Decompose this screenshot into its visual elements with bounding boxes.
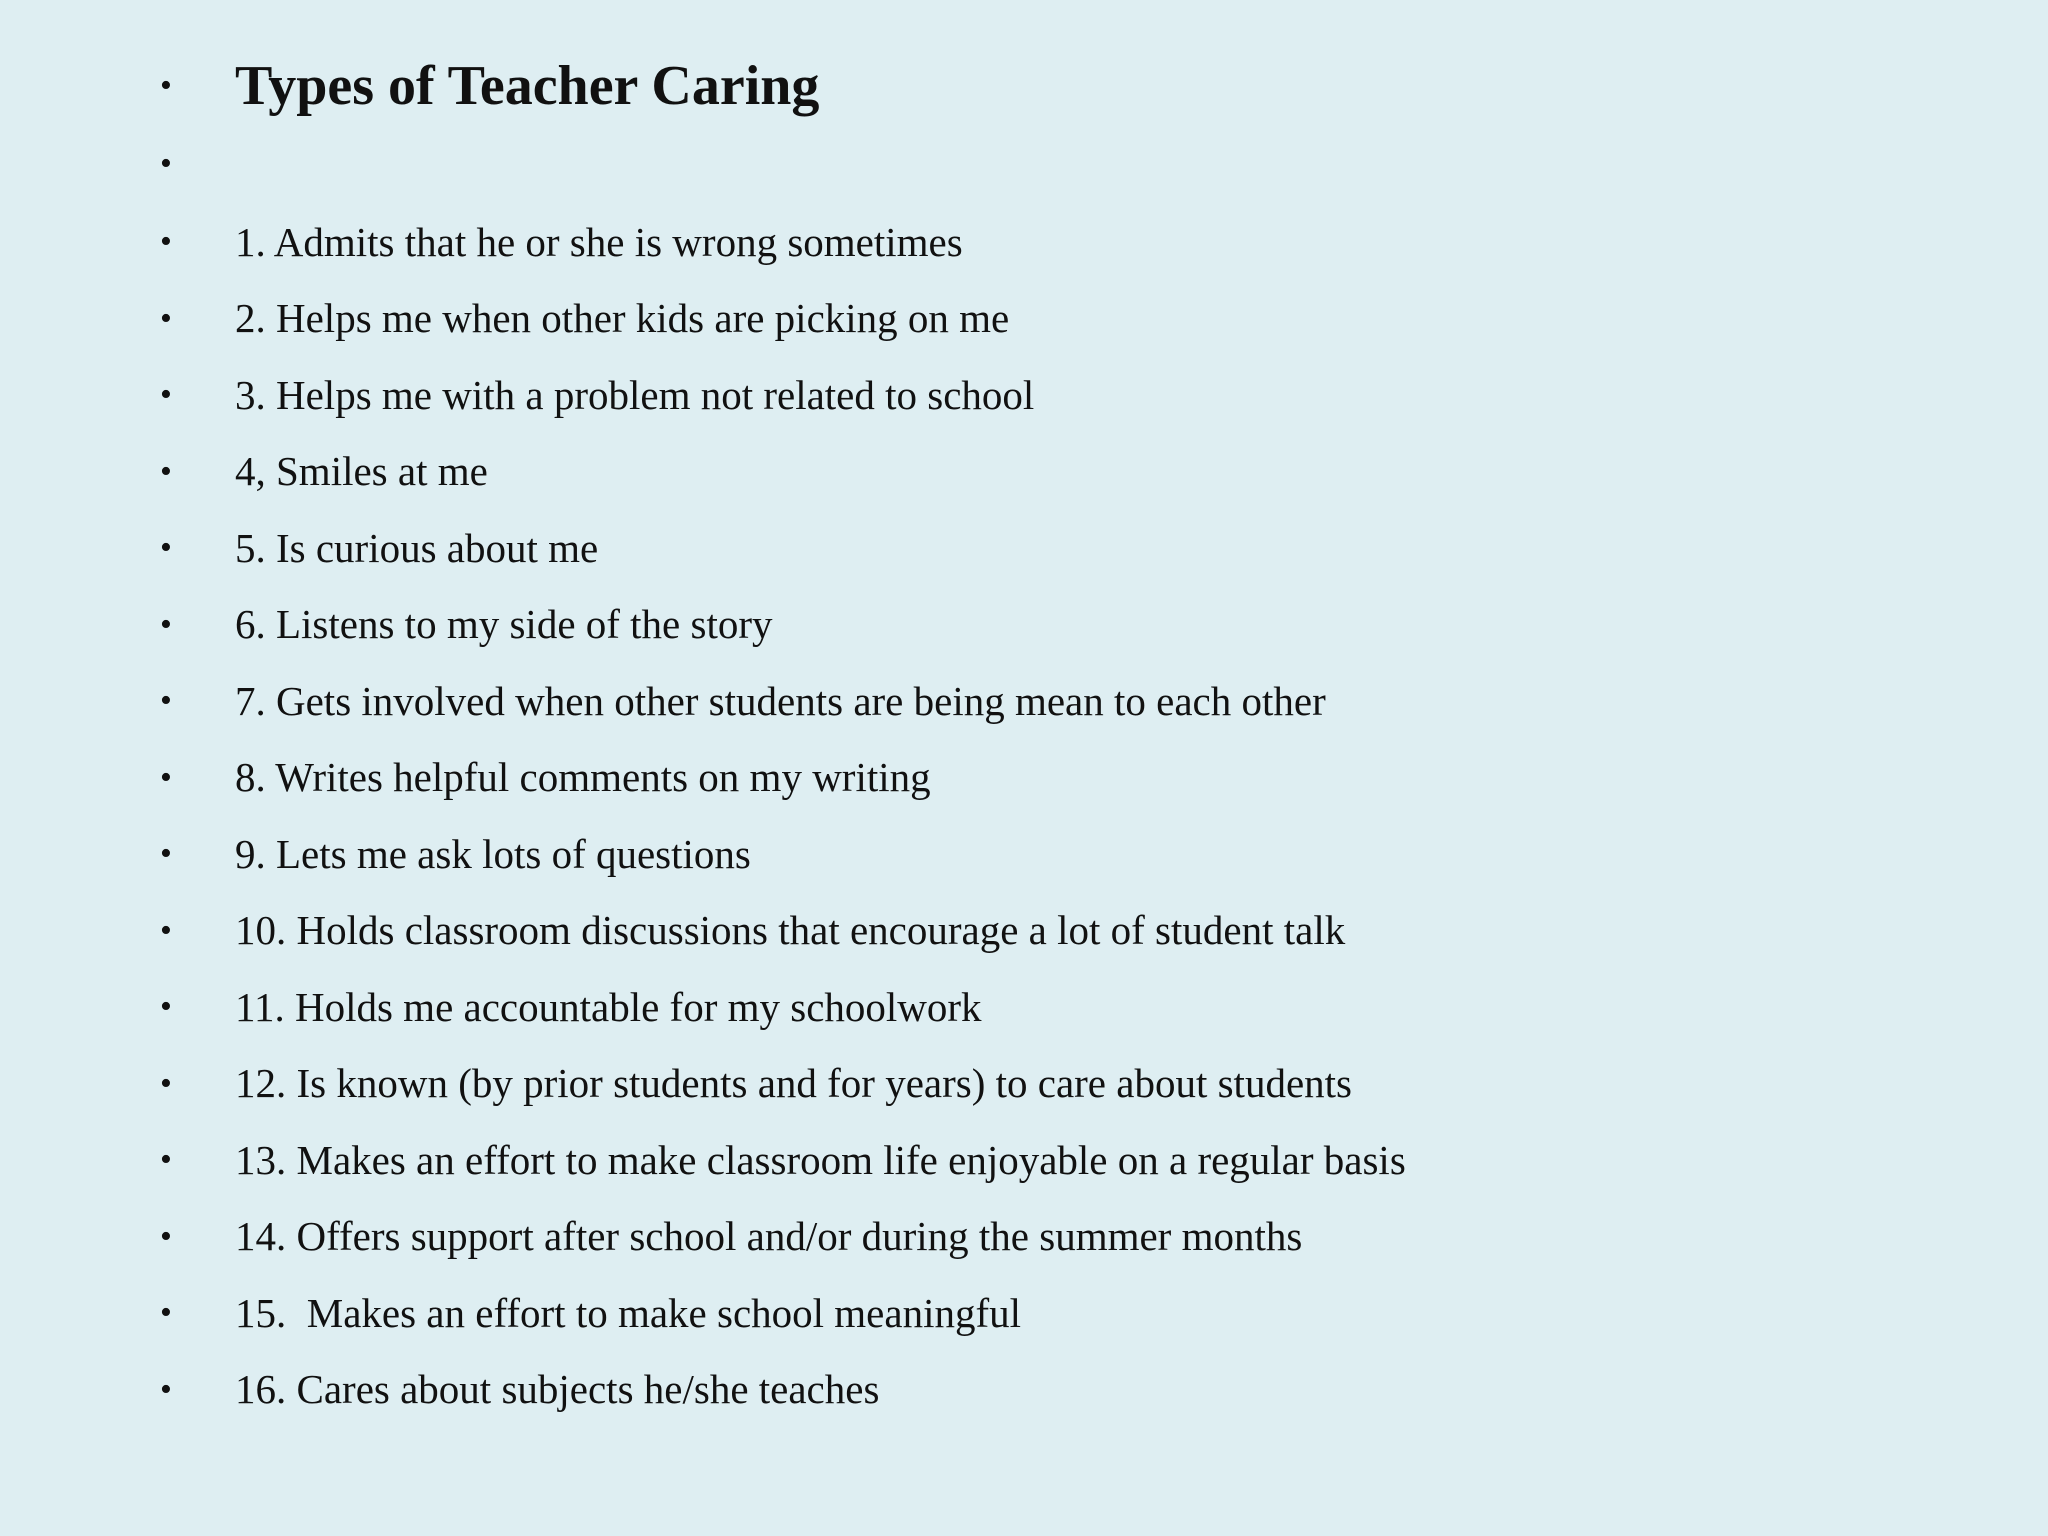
list-item-text: 3. Helps me with a problem not related to school [235, 371, 1035, 418]
list-item [0, 816, 2048, 893]
list-item [0, 1352, 2048, 1429]
bullet-marker: • [160, 1217, 172, 1255]
slide-title: Types of Teacher Caring [235, 55, 820, 117]
list-item-text: 5. Is curious about me [235, 524, 599, 571]
list-item [0, 1199, 2048, 1276]
list-item-text: 10. Holds classroom discussions that encourage a lot of student talk [235, 907, 1346, 954]
list-item-text: 2. Helps me when other kids are picking on me [235, 295, 1010, 342]
bullet-marker: • [160, 682, 172, 720]
bullet-marker: • [160, 223, 172, 261]
bullet-marker: • [160, 529, 172, 567]
list-item-text: 1. Admits that he or she is wrong sometimes [235, 218, 963, 265]
bullet-marker: • [160, 911, 172, 949]
list-item-text: 12. Is known (by prior students and for years) to care about students [235, 1060, 1352, 1107]
bullet-marker: • [160, 1141, 172, 1179]
bullet-marker: • [160, 1294, 172, 1332]
list-item [0, 663, 2048, 740]
list-item-text: 16. Cares about subjects he/she teaches [235, 1366, 880, 1413]
list-item-text: 11. Holds me accountable for my schoolwork [235, 983, 982, 1030]
list-item-text: 13. Makes an effort to make classroom life enjoyable on a regular basis [235, 1136, 1406, 1183]
list-item [0, 893, 2048, 970]
list-item [0, 587, 2048, 664]
list-item-text: 7. Gets involved when other students are being mean to each other [235, 677, 1326, 724]
list-item [0, 740, 2048, 817]
bullet-marker: • [160, 988, 172, 1026]
bullet-list [0, 52, 2048, 1428]
title-row [0, 52, 2048, 120]
bullet-marker: • [160, 1370, 172, 1408]
bullet-marker: • [160, 605, 172, 643]
list-item-text: 9. Lets me ask lots of questions [235, 830, 751, 877]
bullet-marker: • [160, 67, 172, 104]
list-item-text: 8. Writes helpful comments on my writing [235, 754, 931, 801]
list-item [0, 1275, 2048, 1352]
list-item [0, 1122, 2048, 1199]
list-item [0, 357, 2048, 434]
list-item-text: 6. Listens to my side of the story [235, 601, 773, 648]
bullet-marker: • [160, 299, 172, 337]
empty-bullet-row [0, 124, 2048, 204]
bullet-marker: • [160, 452, 172, 490]
list-item [0, 281, 2048, 358]
list-item-text: 15. Makes an effort to make school meaningful [235, 1289, 1022, 1336]
list-item [0, 204, 2048, 281]
list-item-text: 14. Offers support after school and/or during the summer months [235, 1213, 1303, 1260]
bullet-marker: • [160, 1064, 172, 1102]
list-item [0, 969, 2048, 1046]
list-item-text: 4, Smiles at me [235, 448, 488, 495]
list-item [0, 510, 2048, 587]
bullet-marker: • [160, 835, 172, 873]
list-item [0, 434, 2048, 511]
bullet-marker: • [160, 758, 172, 796]
bullet-marker: • [160, 376, 172, 414]
list-item [0, 1046, 2048, 1123]
bullet-marker: • [160, 145, 172, 182]
